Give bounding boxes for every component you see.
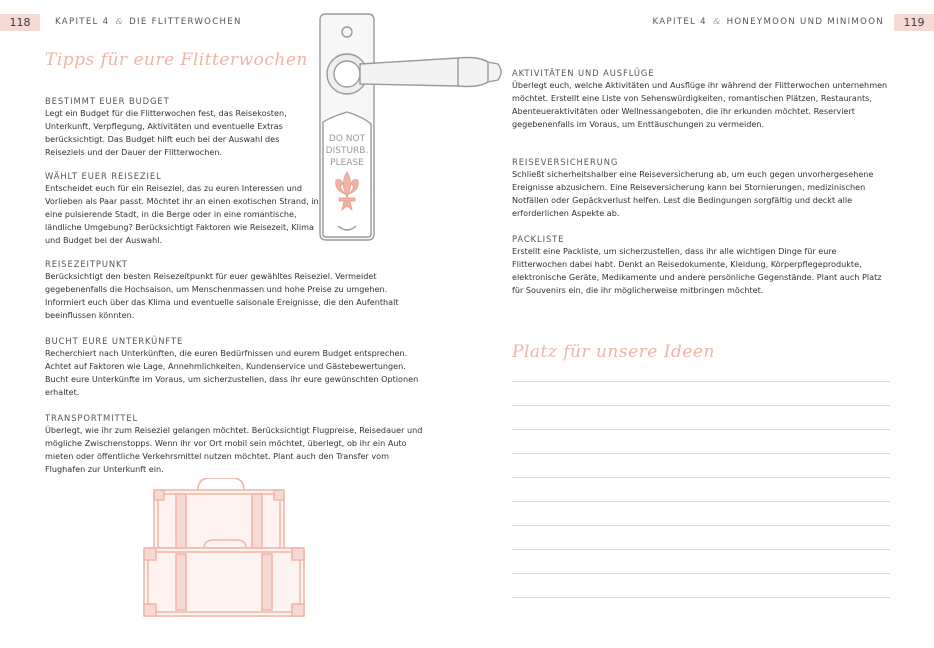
section-transport xyxy=(45,413,425,476)
running-head-topic: HONEYMOON UND MINIMOON xyxy=(726,17,884,27)
section-body: Entscheidet euch für ein Reiseziel, das zu euren Interessen und Vorlieben als Paar passt. Möchtet ihr an einen exotischen Strand, in eine pulsierende Stadt, in die Berge oder in eine romantische, ländliche Umgebung? Berücksichtigt Faktoren wie Reisezeit, Klima und Budget bei der Auswahl. xyxy=(45,183,319,245)
note-line[interactable] xyxy=(512,573,890,574)
note-line[interactable] xyxy=(512,549,890,550)
running-head-topic: DIE FLITTERWOCHEN xyxy=(129,17,242,27)
note-line[interactable] xyxy=(512,597,890,598)
section-packing-list xyxy=(512,234,890,297)
note-line[interactable] xyxy=(512,381,890,382)
note-line[interactable] xyxy=(512,453,890,454)
section-heading: BUCHT EURE UNTERKÜNFTE xyxy=(45,336,184,346)
section-heading: REISEVERSICHERUNG xyxy=(512,157,619,167)
door-hanger-illustration xyxy=(308,12,508,244)
note-line[interactable] xyxy=(512,405,890,406)
section-heading: TRANSPORTMITTEL xyxy=(45,413,139,423)
section-travel-time xyxy=(45,259,425,322)
section-body: Überlegt euch, welche Aktivitäten und Ausflüge ihr während der Flitterwochen unternehmen möchtet. Erstellt eine Liste von Sehenswürdigkeiten, romantischen Plätzen, Restaurants, Abenteueraktivitäten oder Wellnessangeboten, die ihr erkunden möchtet. Reserviert gegebenenfalls im Voraus, um Enttäuschungen zu vermeiden. xyxy=(512,80,888,129)
section-insurance xyxy=(512,157,890,220)
section-body: Recherchiert nach Unterkünften, die euren Bedürfnissen und eurem Budget entsprechen. Achtet auf Faktoren wie Lage, Annehmlichkeiten, Kundenservice und Gästebewertungen. Bucht eure Unterkünfte im Voraus, um sicherzustellen, dass ihr eure gewünschten Optionen erhaltet. xyxy=(45,348,419,397)
section-heading: AKTIVITÄTEN UND AUSFLÜGE xyxy=(512,68,655,78)
running-head-separator: & xyxy=(115,17,124,27)
page-title: Tipps für eure Flitterwochen xyxy=(45,50,308,70)
door-hanger-line-3: PLEASE xyxy=(330,158,364,168)
running-head-right xyxy=(653,14,885,31)
section-body: Erstellt eine Packliste, um sicherzustellen, dass ihr alle wichtigen Dinge für eure Flitterwochen dabei habt. Denkt an Reisedokumente, Kleidung, Körperpflegeprodukte, elektronische Geräte, Medikamente und andere persönliche Gegenstände. Plant auch Platz für Souvenirs ein, die ihr möglicherweise mitbringen möchtet. xyxy=(512,246,882,295)
running-head-separator: & xyxy=(712,17,721,27)
section-heading: WÄHLT EUER REISEZIEL xyxy=(45,171,162,181)
door-hanger-line-1: DO NOT xyxy=(328,134,366,144)
page-number-right: 119 xyxy=(894,14,934,31)
note-line[interactable] xyxy=(512,429,890,430)
running-head-chapter: KAPITEL 4 xyxy=(55,17,110,27)
section-body: Berücksichtigt den besten Reisezeitpunkt für euer gewähltes Reiseziel. Vermeidet gegebenenfalls die Hochsaison, um Menschenmassen und hohe Preise zu umgehen. Informiert euch über das Klima und eventuelle saisonale Ereignisse, die den Aufenthalt beeinflussen könnten. xyxy=(45,271,399,320)
notes-title: Platz für unsere Ideen xyxy=(512,342,715,362)
section-heading: PACKLISTE xyxy=(512,234,565,244)
section-heading: REISEZEITPUNKT xyxy=(45,259,128,269)
door-hanger-line-2: DISTURB. xyxy=(325,146,369,156)
running-head-chapter: KAPITEL 4 xyxy=(652,17,707,27)
page-number-left: 118 xyxy=(0,14,40,31)
section-activities xyxy=(512,68,890,131)
suitcases-illustration xyxy=(140,478,310,620)
note-line[interactable] xyxy=(512,525,890,526)
section-body: Schließt sicherheitshalber eine Reiseversicherung ab, um euch gegen unvorhergesehene Ereignisse abzusichern. Eine Reiseversicherung kann bei Stornierungen, medizinischen Notfällen oder Gepäckverlust helfen. Lest die Bedingungen sorgfältig und deckt alle erforderlichen Aspekte ab. xyxy=(512,169,874,218)
note-line[interactable] xyxy=(512,477,890,478)
section-body: Legt ein Budget für die Flitterwochen fest, das Reisekosten, Unterkunft, Verpflegung, Aktivitäten und eventuelle Extras berücksichtigt. Das Budget hilft euch bei der Auswahl des Reiseziels und der Dauer der Flitterwochen. xyxy=(45,108,287,157)
running-head-left xyxy=(55,14,242,31)
note-line[interactable] xyxy=(512,501,890,502)
section-body: Überlegt, wie ihr zum Reiseziel gelangen möchtet. Berücksichtigt Flugpreise, Reisedauer und mögliche Zwischenstopps. Wenn ihr vor Ort mobil sein möchtet, überlegt, ob ihr ein Auto mieten oder öffentliche Verkehrsmittel nutzen möchtet. Plant auch den Transfer vom Flughafen zur Unterkunft ein. xyxy=(45,425,423,474)
section-heading: BESTIMMT EUER BUDGET xyxy=(45,96,170,106)
section-accommodation xyxy=(45,336,425,399)
